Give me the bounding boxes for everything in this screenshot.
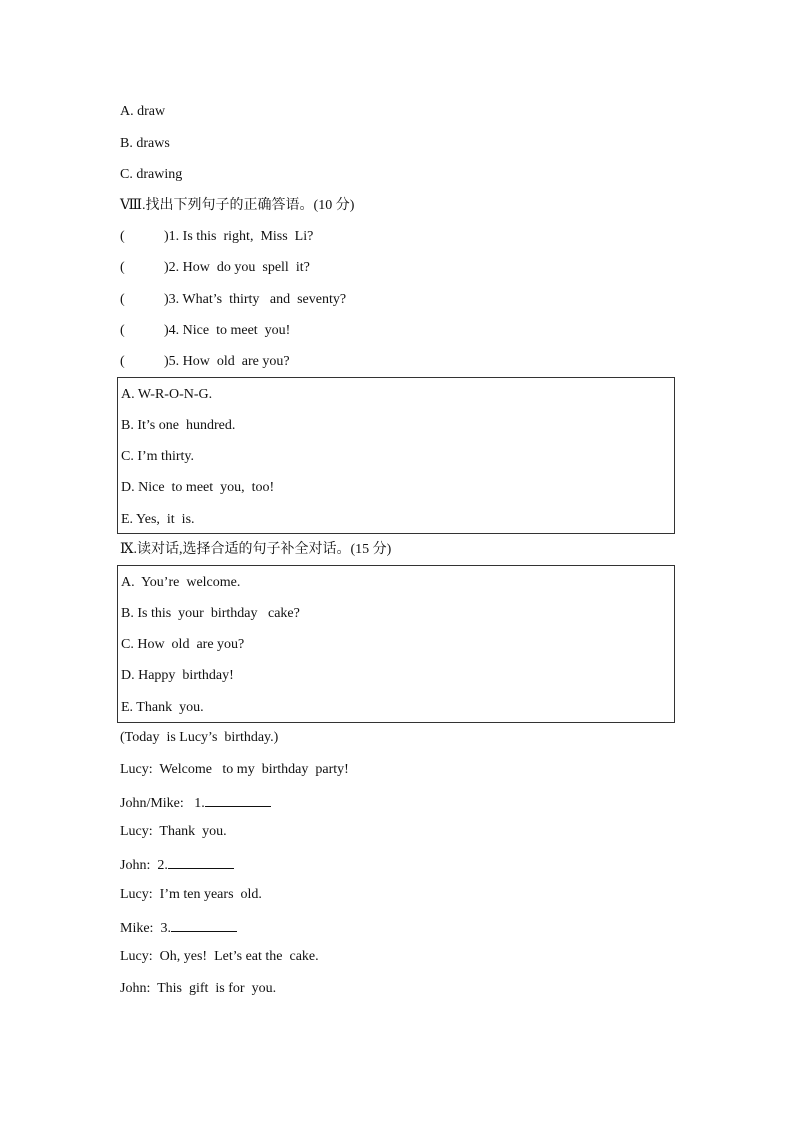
dialogue-prefix: John/Mike: 1.	[120, 796, 205, 811]
question-row	[120, 259, 310, 277]
option-item: D. Nice to meet you, too!	[121, 480, 275, 495]
dialogue-prefix: Mike: 3.	[120, 921, 171, 936]
option-item: A. W-R-O-N-G.	[121, 387, 213, 402]
question-text: )4. Nice to meet you!	[164, 323, 291, 338]
answer-paren[interactable]: (	[120, 229, 125, 244]
question-row	[120, 291, 346, 309]
option-item: C. I’m thirty.	[121, 449, 194, 464]
dialogue-line: Lucy: Welcome to my birthday party!	[120, 762, 349, 777]
option-item: D. Happy birthday!	[121, 668, 234, 683]
question-text: )3. What’s thirty and seventy?	[164, 292, 347, 307]
section-9-options-box	[117, 565, 675, 723]
answer-blank[interactable]	[205, 792, 271, 807]
dialogue-line: Lucy: I’m ten years old.	[120, 887, 262, 902]
dialogue-line: Lucy: Thank you.	[120, 824, 227, 839]
dialogue-line	[120, 854, 234, 872]
section-8-heading: Ⅷ.找出下列句子的正确答语。(10 分)	[120, 198, 355, 213]
option-b-draws: B. draws	[120, 136, 170, 151]
option-item: A. You’re welcome.	[121, 575, 241, 590]
dialogue-line	[120, 917, 237, 935]
dialogue-line: John: This gift is for you.	[120, 981, 277, 996]
dialogue-line	[120, 792, 271, 810]
question-text: )1. Is this right, Miss Li?	[164, 229, 314, 244]
option-item: E. Thank you.	[121, 700, 204, 715]
option-c-drawing: C. drawing	[120, 167, 183, 182]
question-row	[120, 353, 290, 371]
question-row	[120, 322, 290, 340]
answer-blank[interactable]	[171, 917, 237, 932]
answer-paren[interactable]: (	[120, 354, 125, 369]
option-item: B. Is this your birthday cake?	[121, 606, 300, 621]
dialogue-prefix: John: 2.	[120, 858, 168, 873]
answer-paren[interactable]: (	[120, 323, 125, 338]
question-row	[120, 228, 313, 246]
section-9-heading: Ⅸ.读对话,选择合适的句子补全对话。(15 分)	[120, 542, 392, 557]
option-item: B. It’s one hundred.	[121, 418, 236, 433]
question-text: )5. How old are you?	[164, 354, 290, 369]
question-text: )2. How do you spell it?	[164, 260, 310, 275]
answer-blank[interactable]	[168, 854, 234, 869]
answer-paren[interactable]: (	[120, 260, 125, 275]
option-item: E. Yes, it is.	[121, 512, 195, 527]
dialogue-line: Lucy: Oh, yes! Let’s eat the cake.	[120, 949, 319, 964]
dialogue-context: (Today is Lucy’s birthday.)	[120, 730, 279, 745]
option-item: C. How old are you?	[121, 637, 245, 652]
answer-paren[interactable]: (	[120, 292, 125, 307]
option-a-draw: A. draw	[120, 104, 166, 119]
section-8-options-box	[117, 377, 675, 534]
